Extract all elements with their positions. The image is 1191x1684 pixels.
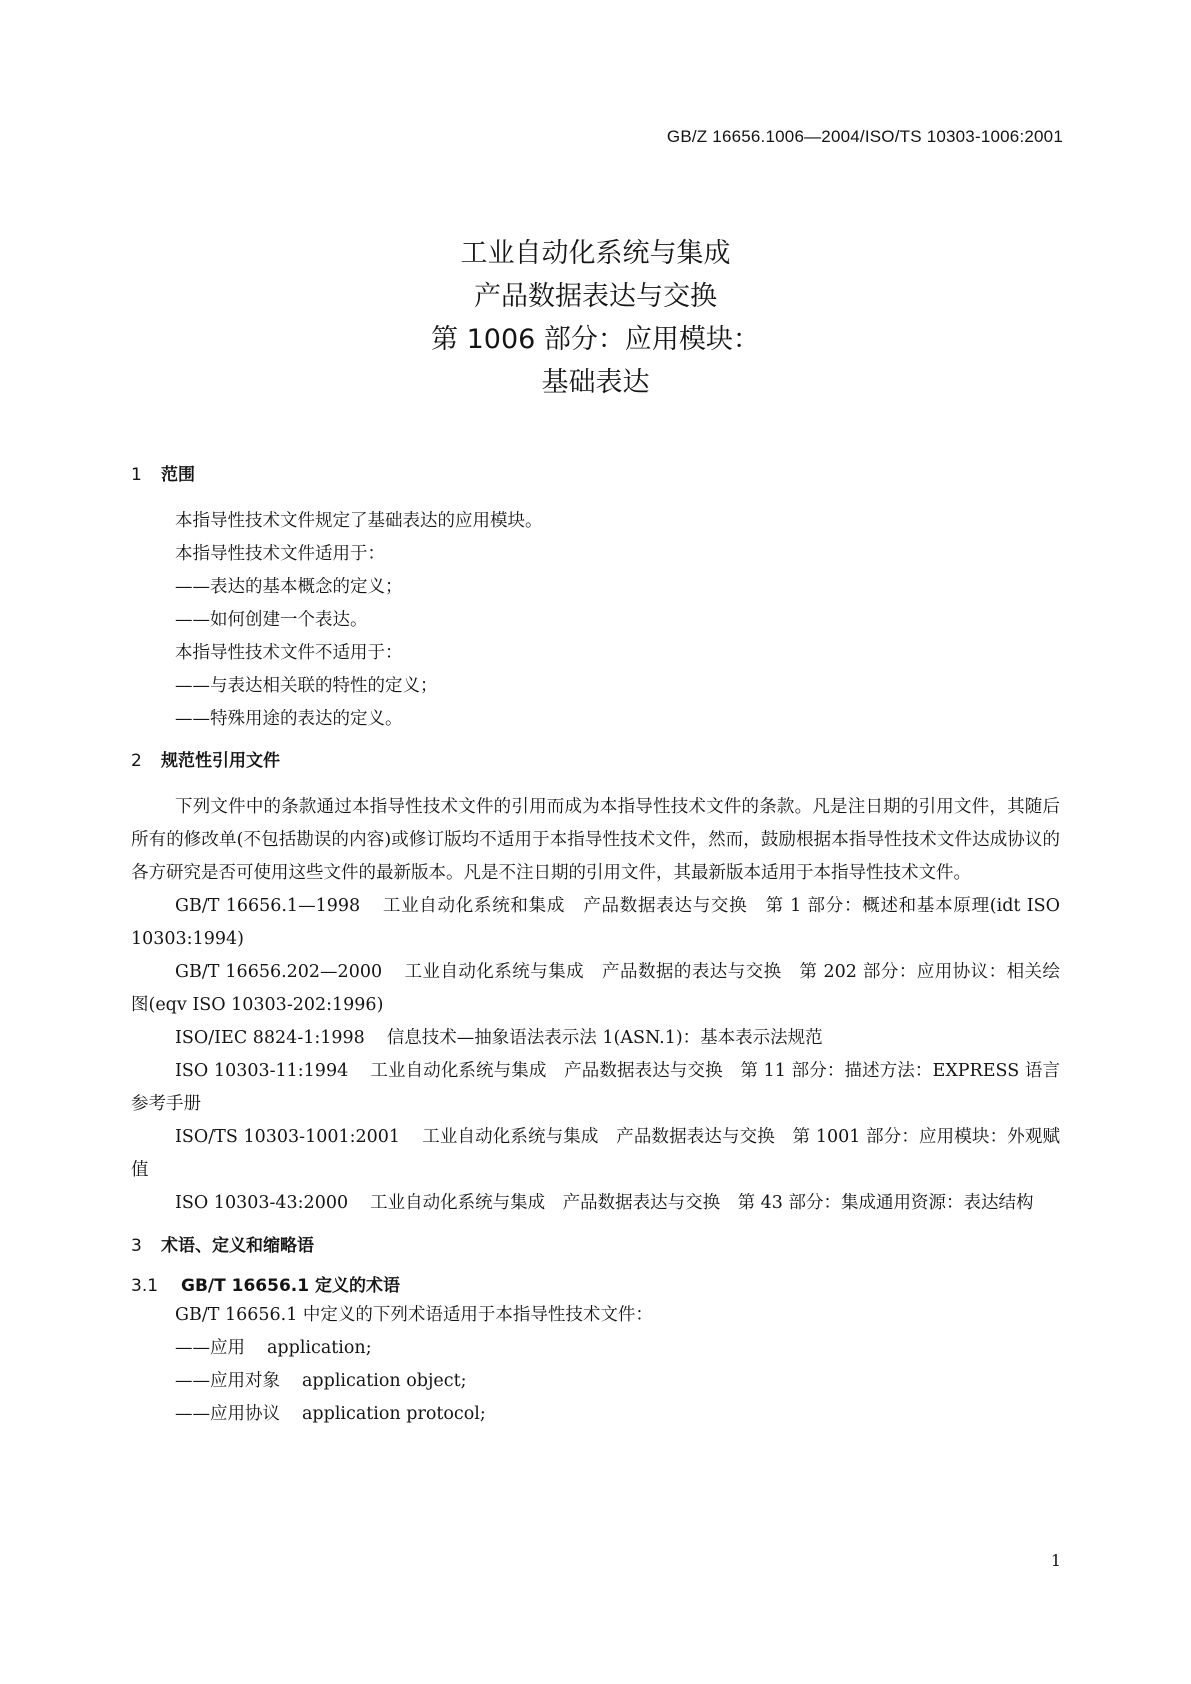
title-line-3: 第 1006 部分：应用模块： xyxy=(431,324,760,355)
reference-title: 工业自动化系统与集成 产品数据的表达与交换 第 202 部分：应用协议：相关绘图(eqv ISO 10303-202:1996) xyxy=(131,962,1060,1015)
section-3-heading xyxy=(131,1235,1060,1257)
list-item: ——如何创建一个表达。 xyxy=(175,610,368,630)
section-title: 术语、定义和缩略语 xyxy=(161,1236,314,1256)
title-line-2: 产品数据表达与交换 xyxy=(474,281,717,312)
scope-paragraph: 本指导性技术文件适用于： xyxy=(175,544,385,564)
reference-code: ISO 10303-11:1994 xyxy=(175,1061,349,1081)
term-en: application protocol; xyxy=(302,1404,486,1424)
title-line-4: 基础表达 xyxy=(541,367,650,398)
document-body xyxy=(131,464,1060,1431)
reference-title: 工业自动化系统与集成 产品数据表达与交换 第 43 部分：集成通用资源：表达结构 xyxy=(370,1193,1034,1213)
page-number: 1 xyxy=(1050,1551,1061,1570)
scope-paragraph: 本指导性技术文件不适用于： xyxy=(175,643,403,663)
scope-paragraph: 本指导性技术文件规定了基础表达的应用模块。 xyxy=(175,511,543,531)
normative-intro: 下列文件中的条款通过本指导性技术文件的引用而成为本指导性技术文件的条款。凡是注日期的引用文件，其随后所有的修改单(不包括勘误的内容)或修订版均不适用于本指导性技术文件，然而，鼓励根据本指导性技术文件达成协议的各方研究是否可使用这些文件的最新版本。凡是不注日期的引用文件，其最新版本适用于本指导性技术文件。 xyxy=(131,797,1060,883)
section-2-heading xyxy=(131,750,1060,772)
reference-title: 工业自动化系统与集成 产品数据表达与交换 第 1001 部分：应用模块：外观赋值 xyxy=(131,1127,1060,1180)
list-item: ——特殊用途的表达的定义。 xyxy=(175,709,403,729)
subsection-3-1-heading xyxy=(131,1275,1060,1297)
term-zh: ——应用 xyxy=(175,1338,245,1358)
section-title: 范围 xyxy=(161,465,195,485)
section-number: 2 xyxy=(131,751,142,771)
section-1-heading xyxy=(131,464,1060,486)
reference-entry xyxy=(131,890,1060,956)
reference-entry xyxy=(131,956,1060,1022)
reference-code: ISO/TS 10303-1001:2001 xyxy=(175,1127,401,1147)
section-number: 1 xyxy=(131,465,142,485)
reference-entry xyxy=(131,1121,1060,1187)
reference-entry xyxy=(131,1022,1060,1055)
term-item xyxy=(131,1398,1060,1431)
reference-code: ISO 10303-43:2000 xyxy=(175,1193,349,1213)
term-zh: ——应用协议 xyxy=(175,1404,280,1424)
reference-code: ISO/IEC 8824-1:1998 xyxy=(175,1028,365,1048)
title-line-1: 工业自动化系统与集成 xyxy=(460,238,731,269)
term-en: application object; xyxy=(302,1371,467,1391)
term-item xyxy=(131,1332,1060,1365)
list-item: ——表达的基本概念的定义； xyxy=(175,577,403,597)
term-item xyxy=(131,1365,1060,1398)
reference-entry xyxy=(131,1055,1060,1121)
terms-intro: GB/T 16656.1 中定义的下列术语适用于本指导性技术文件： xyxy=(175,1305,653,1325)
section-number: 3 xyxy=(131,1236,142,1256)
reference-title: 信息技术—抽象语法表示法 1(ASN.1)：基本表示法规范 xyxy=(386,1028,823,1048)
subsection-number: 3.1 xyxy=(131,1276,159,1296)
reference-title: 工业自动化系统和集成 产品数据表达与交换 第 1 部分：概述和基本原理(idt ISO 10303:1994) xyxy=(131,896,1061,949)
reference-entry xyxy=(131,1187,1060,1220)
list-item: ——与表达相关联的特性的定义； xyxy=(175,676,438,696)
document-title xyxy=(0,232,1191,404)
term-en: application; xyxy=(267,1338,372,1358)
reference-code: GB/T 16656.1—1998 xyxy=(175,896,361,916)
reference-title: 工业自动化系统与集成 产品数据表达与交换 第 11 部分：描述方法：EXPRESS 语言参考手册 xyxy=(131,1061,1060,1114)
reference-code: GB/T 16656.202—2000 xyxy=(175,962,383,982)
term-zh: ——应用对象 xyxy=(175,1371,280,1391)
section-title: 规范性引用文件 xyxy=(161,751,280,771)
subsection-title: GB/T 16656.1 定义的术语 xyxy=(181,1276,400,1296)
document-code: GB/Z 16656.1006—2004/ISO/TS 10303-1006:2001 xyxy=(666,127,1063,146)
